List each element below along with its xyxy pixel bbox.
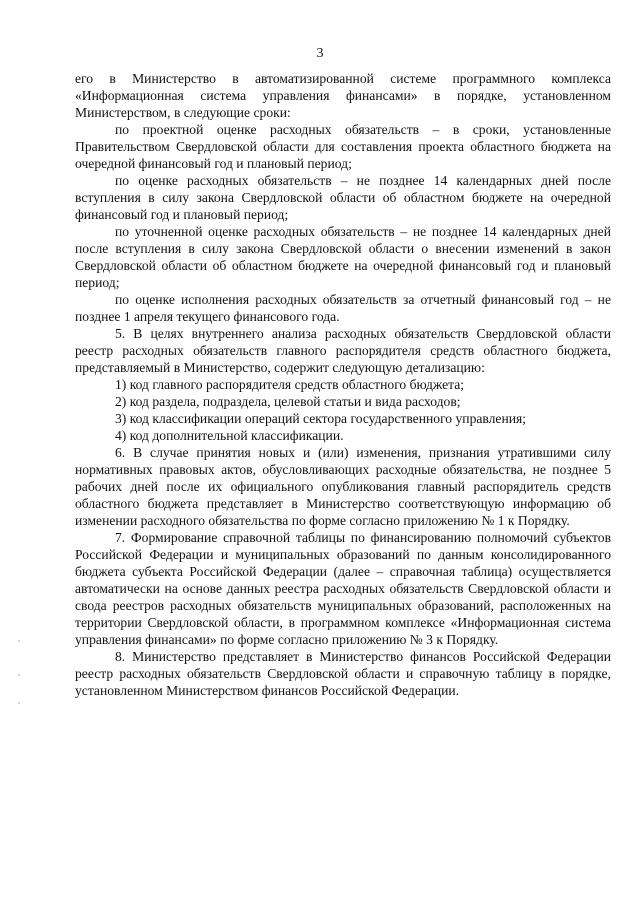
margin-speck [18, 640, 20, 642]
paragraph-item-6: 6. В случае принятия новых и (или) изменения, признания утратившими силу нормативных правовых актов, обусловливающих расходные обязательства, не позднее 5 рабочих дней после их официального опубликования главный распорядитель средств областного бюджета представляет в Министерство соответствующую информацию об изменении расходного обязательства по форме согласно приложению № 1 к Порядку. [75, 445, 611, 528]
margin-speck [18, 674, 20, 676]
document-body [75, 70, 611, 699]
list-item-1: 1) код главного распорядителя средств областного бюджета; [115, 377, 465, 392]
margin-speck [18, 702, 20, 704]
list-item-3: 3) код классификации операций сектора государственного управления; [115, 411, 527, 426]
paragraph-execution-estimate: по оценке исполнения расходных обязательств за отчетный финансовый год – не позднее 1 апреля текущего финансового года. [75, 292, 611, 324]
page-number: 3 [316, 46, 324, 61]
paragraph-continuation: его в Министерство в автоматизированной системе программного комплекса «Информационная система управления финансами» в порядке, установленном Министерством, в следующие сроки: [75, 71, 611, 120]
list-item-4: 4) код дополнительной классификации. [115, 428, 344, 443]
paragraph-item-8: 8. Министерство представляет в Министерство финансов Российской Федерации реестр расходных обязательств Свердловской области и справочную таблицу в порядке, установленном Министерством финансов Российской Федерации. [75, 649, 611, 698]
paragraph-project-estimate: по проектной оценке расходных обязательств – в сроки, установленные Правительством Свердловской области для составления проекта областного бюджета на очередной финансовый год и плановый период; [75, 122, 611, 171]
paragraph-item-7: 7. Формирование справочной таблицы по финансированию полномочий субъектов Российской Федерации и муниципальных образований по данным консолидированного бюджета субъекта Российской Федерации (далее – справочная таблица) осуществляется автоматически на основе данных реестра расходных обязательств Свердловской области и свода реестров расходных обязательств муниципальных образований, расположенных на территории Свердловской области, в программном комплексе «Информационная система управления финансами» по форме согласно приложению № 3 к Порядку. [75, 530, 611, 647]
paragraph-refined-estimate: по уточненной оценке расходных обязательств – не позднее 14 календарных дней после вступления в силу закона Свердловской области о внесении изменений в закон Свердловской области об областном бюджете на очередной финансовый год и плановый период; [75, 224, 611, 290]
paragraph-item-5: 5. В целях внутреннего анализа расходных обязательств Свердловской области реестр расходных обязательств главного распорядителя средств областного бюджета, представляемый в Министерство, содержит следующую детализацию: [75, 326, 611, 375]
paragraph-estimate: по оценке расходных обязательств – не позднее 14 календарных дней после вступления в силу закона Свердловской области об областном бюджете на очередной финансовый год и плановый период; [75, 173, 611, 222]
list-item-2: 2) код раздела, подраздела, целевой статьи и вида расходов; [115, 394, 461, 409]
